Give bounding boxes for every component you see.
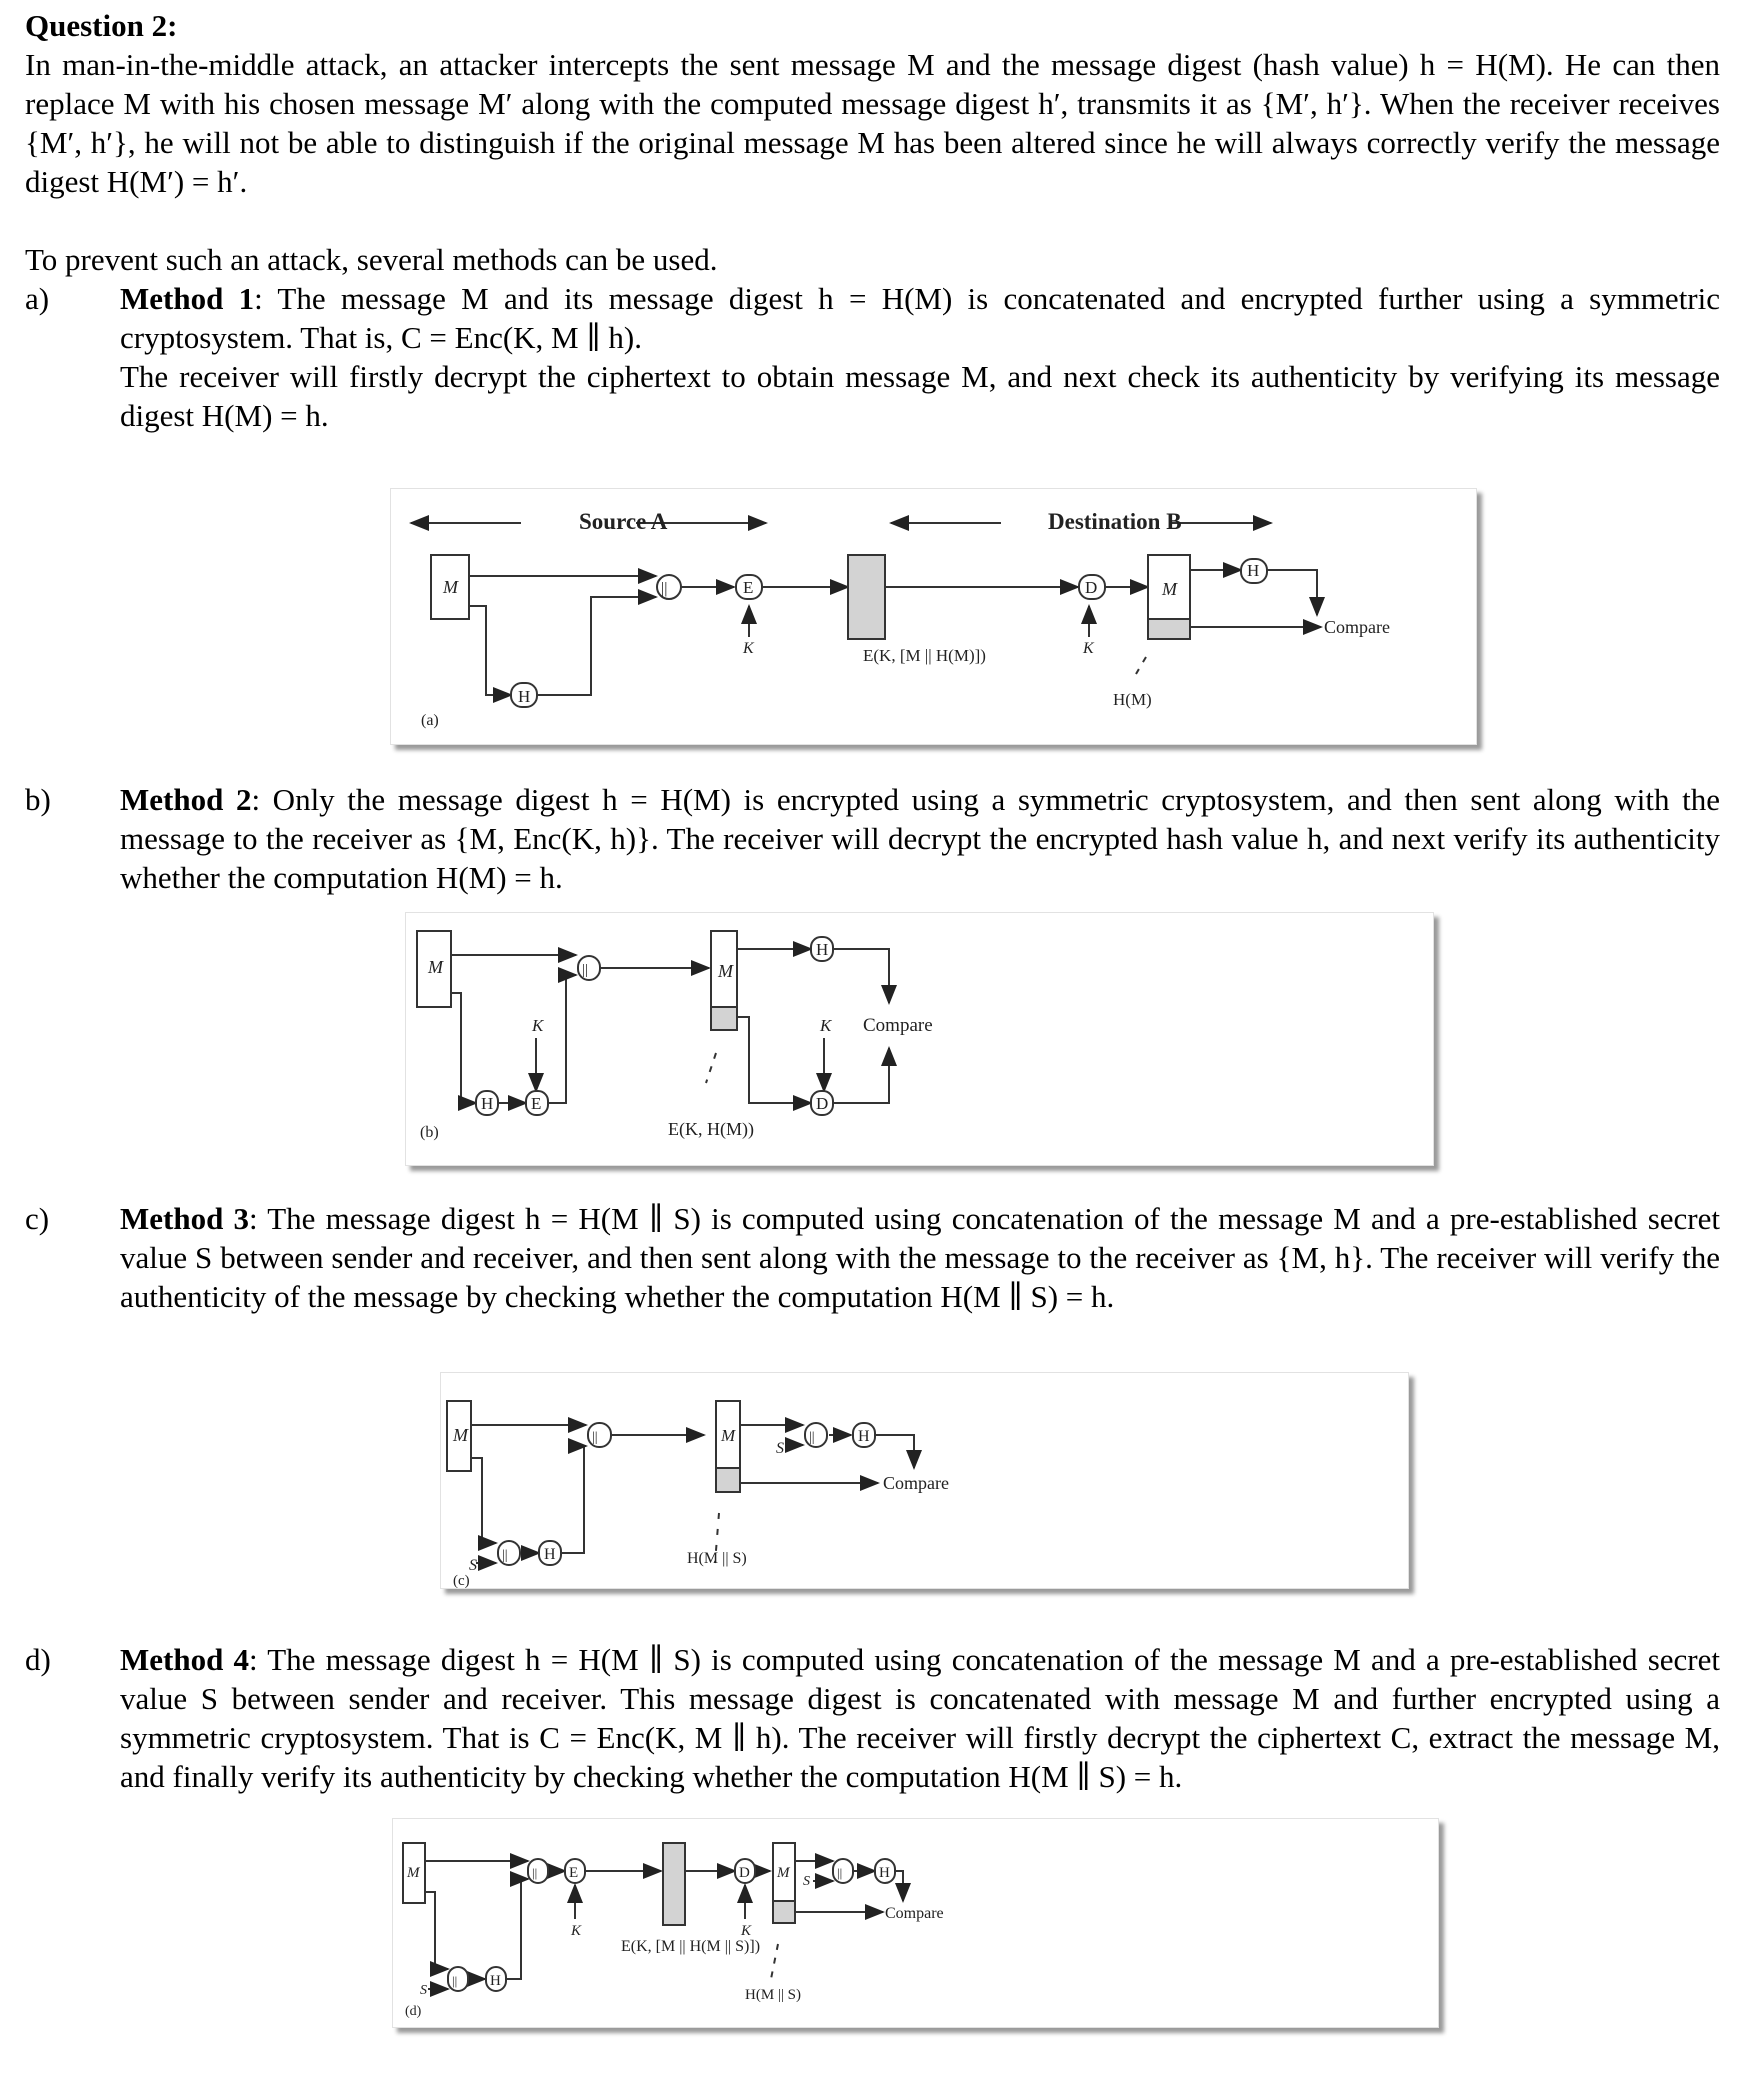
method-a-text2: The receiver will firstly decrypt the ciphertext to obtain message M, and next check its authenticity by verifying its message digest H(M) = h.: [120, 359, 1720, 433]
fig-c-concat-sender: ||: [502, 1548, 508, 1563]
method-a-marker: a): [25, 281, 50, 316]
fig-c-m-sender: M: [453, 1425, 468, 1445]
destination-b-label: Destination B: [1048, 509, 1182, 534]
question-title: Question 2:: [25, 8, 178, 43]
method-c-desc: : The message digest h = H(M ∥ S) is computed using concatenation of the message M and a pre-established secret value S between sender and receiver, and then sent along with the message to the receiver as {M, h}. The receiver will verify the authenticity of the message by checking whether the computation H(M ∥ S) = h.: [120, 1201, 1720, 1314]
fig-a-hash-receiver: H: [1247, 561, 1260, 580]
fig-d-key-sender: K: [571, 1923, 582, 1939]
fig-a-concat-node: ||: [661, 580, 668, 597]
intro-paragraph: In man-in-the-middle attack, an attacker intercepts the sent message M and the message digest (hash value) h = H(M). He can then replace M with his chosen message M′ along with the computed message digest h′, transmits it as {M′, h′}. When the receiver receives {M′, h′}, he will not be able to distinguish if the original message M has been altered since he will always correctly verify the message digest H(M′) = h′.: [25, 47, 1720, 199]
figure-a: [390, 488, 1477, 745]
method-d-marker: d): [25, 1642, 51, 1677]
method-d-text: [120, 1640, 1720, 1796]
fig-d-s-sender: S: [420, 1983, 427, 1998]
fig-d-hash-sender: H: [490, 1973, 501, 1989]
fig-d-key-receiver: K: [741, 1923, 752, 1939]
figure-b: [405, 912, 1434, 1166]
method-b-marker: b): [25, 782, 51, 817]
fig-d-concat-receiver: ||: [837, 1865, 843, 1880]
source-a-label: Source A: [579, 509, 668, 534]
method-d-desc: : The message digest h = H(M ∥ S) is computed using concatenation of the message M and a pre-established secret value S between sender and receiver. This message digest is concatenated with message M and further encrypted using a symmetric cryptosystem. That is C = Enc(K, M ∥ h). The receiver will firstly decrypt the ciphertext C, extract the message M, and finally verify its authenticity by checking whether the computation H(M ∥ S) = h.: [120, 1642, 1720, 1794]
fig-d-compare: Compare: [885, 1905, 944, 1922]
fig-c-concat-main: ||: [592, 1430, 598, 1445]
method-c-text: [120, 1199, 1720, 1316]
fig-b-m-receiver: M: [718, 961, 733, 981]
fig-b-concat-node: ||: [582, 962, 589, 978]
figure-d: [392, 1818, 1439, 2028]
fig-c-s-receiver: S: [776, 1440, 784, 1457]
fig-d-concat-sender: ||: [452, 1973, 458, 1988]
method-d-name: Method 4: [120, 1642, 250, 1677]
fig-c-s-sender: S: [469, 1557, 477, 1574]
fig-b-decrypt-node: D: [816, 1094, 829, 1113]
fig-c-hms-label: H(M || S): [687, 1550, 747, 1567]
fig-b-key-sender: K: [532, 1016, 544, 1035]
figure-c: [440, 1372, 1409, 1589]
fig-b-ciphertext-label: E(K, H(M)): [668, 1119, 754, 1139]
fig-c-m-receiver: M: [721, 1426, 736, 1445]
fig-d-hash-receiver: H: [879, 1865, 890, 1881]
method-c-marker: c): [25, 1201, 50, 1236]
fig-c-concat-receiver: ||: [809, 1430, 815, 1445]
fig-a-key-receiver: K: [1083, 640, 1094, 657]
fig-a-compare: Compare: [1324, 617, 1390, 637]
fig-c-caption: (c): [453, 1573, 470, 1588]
method-c-name: Method 3: [120, 1201, 250, 1236]
fig-b-m-sender: M: [428, 957, 443, 977]
fig-a-m-receiver: M: [1162, 579, 1177, 599]
prevention-intro: To prevent such an attack, several methods can be used.: [25, 242, 718, 277]
fig-b-encrypt-node: E: [531, 1094, 542, 1113]
fig-a-caption: (a): [421, 712, 439, 729]
fig-d-concat-main: ||: [532, 1865, 538, 1880]
fig-b-key-receiver: K: [820, 1016, 832, 1035]
fig-a-key-sender: K: [743, 640, 754, 657]
fig-d-encrypt-node: E: [569, 1865, 579, 1881]
fig-b-hash-receiver: H: [816, 940, 829, 959]
method-a-text: [120, 279, 1720, 357]
fig-d-ciphertext-label: E(K, [M || H(M || S)]): [621, 1938, 761, 1955]
fig-d-hms-label: H(M || S): [745, 1987, 802, 2003]
fig-c-hash-receiver: H: [858, 1428, 870, 1445]
fig-c-hash-sender: H: [544, 1546, 556, 1563]
fig-b-compare: Compare: [863, 1015, 933, 1036]
method-b-desc: : Only the message digest h = H(M) is encrypted using a symmetric cryptosystem, and then sent along with the message to the receiver as {M, Enc(K, h)}. The receiver will decrypt the encrypted hash value h, and next verify its authenticity whether the computation H(M) = h.: [120, 782, 1720, 895]
method-b-name: Method 2: [120, 782, 252, 817]
method-a-desc: : The message M and its message digest h = H(M) is concatenated and encrypted further using a symmetric cryptosystem. That is, C = Enc(K, M ∥ h).: [120, 281, 1720, 355]
fig-a-m-sender: M: [443, 577, 458, 597]
fig-d-s-receiver: S: [803, 1874, 810, 1889]
fig-c-compare: Compare: [883, 1473, 949, 1493]
fig-d-caption: (d): [405, 2004, 422, 2019]
fig-a-decrypt-node: D: [1085, 578, 1098, 597]
method-b-text: [120, 780, 1720, 897]
fig-d-m-sender: M: [407, 1865, 420, 1881]
fig-b-caption: (b): [420, 1124, 439, 1141]
fig-d-decrypt-node: D: [739, 1865, 750, 1881]
fig-a-hm-label: H(M): [1113, 690, 1152, 709]
fig-a-ciphertext-label: E(K, [M || H(M)]): [863, 646, 986, 665]
fig-b-hash-node: H: [481, 1094, 494, 1113]
method-a-name: Method 1: [120, 281, 255, 316]
fig-a-hash-node: H: [518, 687, 531, 706]
fig-a-encrypt-node: E: [743, 578, 754, 597]
fig-d-m-receiver: M: [777, 1865, 790, 1881]
